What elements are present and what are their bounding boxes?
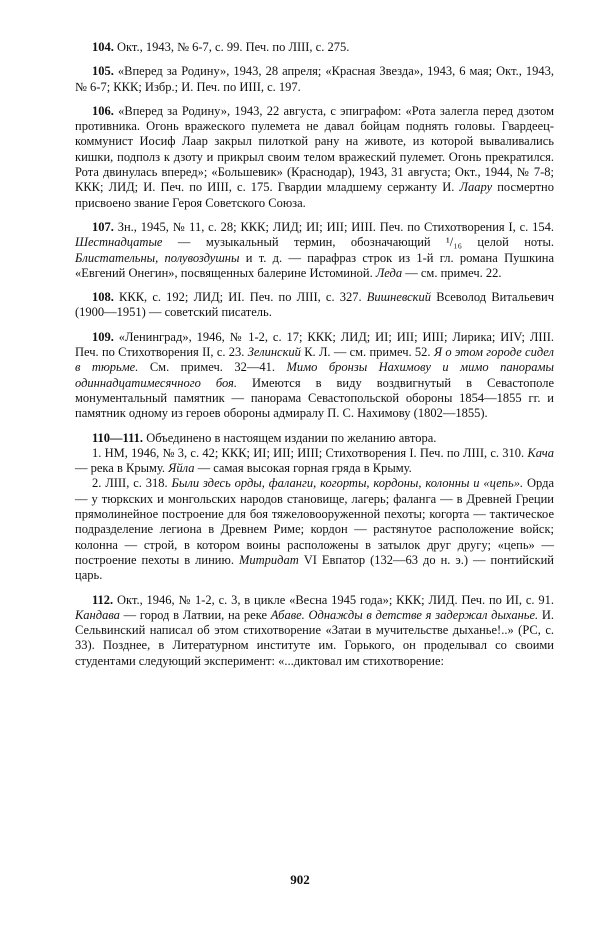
italic-term: Лаару bbox=[459, 180, 493, 195]
note-text: — самая высокая горная гряда в Крыму. bbox=[194, 461, 412, 476]
italic-term: Были здесь орды, фаланги, когорты, кордоны, колонны и «цепь». bbox=[171, 476, 524, 491]
note-110-111-part-1 bbox=[75, 446, 554, 477]
note-110-111-part-2 bbox=[75, 476, 554, 583]
italic-term: Митридат bbox=[238, 552, 299, 567]
note-105 bbox=[75, 64, 554, 95]
italic-term: Яйла bbox=[168, 461, 195, 476]
note-text: Всеволод Витальевич (1900—1951) — советский писатель. bbox=[75, 290, 555, 320]
note-106 bbox=[75, 104, 554, 211]
note-108 bbox=[75, 290, 554, 321]
note-text: «Ленинград», 1946, № 1-2, с. 17; ККК; ЛИД; ИI; ИII; ИIII; Лирика; ИIV; ЛIII. Печ. по Стихотворения II, с. 23. bbox=[75, 329, 554, 360]
note-text: — город в Латвии, на реке bbox=[119, 607, 271, 622]
note-text: Имеются в виду воздвигнутый в Севастополе монументальный памятник — панорама Севастопольской обороны 1854—1855 гг. и памятник одному из героев обороны адмиралу П. С. Нахимову (1802—1855). bbox=[75, 375, 555, 421]
note-text: Окт., 1943, № 6-7, с. 99. Печ. по ЛIII, с. 275. bbox=[113, 40, 350, 54]
document-page bbox=[75, 40, 554, 678]
italic-term: Шестнадцатые bbox=[75, 235, 163, 250]
note-112 bbox=[75, 593, 554, 669]
italic-term: Абаве. Однажды в детстве я задержал дыханье. bbox=[270, 607, 539, 622]
note-text: Орда — у тюркских и монгольских народов становище, лагерь; фаланга — в Древней Греции прямолинейное построение для боя тяжеловооруженной пехоты; когорта — тактическое подразделение легиона в Древнем Риме; кордон — растянутое расположение войск; колонна — строй, в котором воины расположены в затылок друг другу; «цепь» — построение пехоты в линию. bbox=[75, 476, 554, 567]
italic-term: Блистательны, полувоздушны bbox=[75, 250, 240, 265]
page-number: 902 bbox=[290, 872, 310, 887]
note-text: — см. примеч. 22. bbox=[402, 265, 502, 280]
note-text: Объединено в настоящем издании по желанию автора. bbox=[143, 430, 437, 445]
note-text: — река в Крыму. bbox=[75, 461, 169, 476]
note-text: Зн., 1945, № 11, с. 28; ККК; ЛИД; ИI; ИII; ИIII. Печ. по Стихотворения I, с. 154. bbox=[113, 219, 554, 234]
note-number: 110—111. bbox=[92, 430, 144, 445]
italic-term: Мимо бронзы Нахимову и мимо панорамы одиннадцатимесячного боя. bbox=[75, 360, 554, 390]
note-107 bbox=[75, 220, 554, 281]
note-number: 109. bbox=[92, 329, 114, 344]
italic-term: Зелинский bbox=[247, 345, 301, 360]
note-number: 107. bbox=[92, 219, 114, 234]
note-number: 105. bbox=[92, 64, 114, 79]
note-text: 1. НМ, 1946, № 3, с. 42; ККК; ИI; ИII; ИIII; Стихотворения I. Печ. по ЛIII, с. 310. bbox=[92, 445, 528, 460]
italic-term: Кача bbox=[527, 445, 554, 460]
note-110-111-heading bbox=[75, 431, 554, 446]
note-number: 108. bbox=[92, 290, 114, 305]
note-text: К. Л. — см. примеч. 52. bbox=[300, 345, 434, 360]
note-text: И. Сельвинский написал об этом стихотворение «Затаи в мучительстве дыханье!..» (РС, с. 33). Позднее, в Литературном институте им. Горького, он проделывал со своими студентами следующий эксперимент: «...диктовал им стихотворение: bbox=[75, 607, 554, 668]
note-text: посмертно присвоено звание Героя Советского Союза. bbox=[75, 180, 554, 210]
note-text: «Вперед за Родину», 1943, 28 апреля; «Красная Звезда», 1943, 6 мая; Окт., 1943, № 6-7; ККК; Избр.; И. Печ. по ИIII, с. 197. bbox=[75, 64, 554, 94]
italic-term: Леда bbox=[375, 265, 403, 280]
note-number: 104. bbox=[92, 40, 114, 54]
note-text: 2. ЛIII, с. 318. bbox=[92, 476, 172, 491]
note-text: См. примеч. 32—41. bbox=[138, 360, 287, 375]
note-109 bbox=[75, 330, 554, 422]
italic-term: Кандава bbox=[75, 607, 120, 622]
note-104 bbox=[75, 40, 554, 55]
italic-term: Я о этом городе сидел в тюрьме. bbox=[75, 345, 554, 375]
note-number: 106. bbox=[92, 103, 114, 118]
note-text: ККК, с. 192; ЛИД; ИI. Печ. по ЛIII, с. 327. bbox=[113, 290, 367, 305]
note-number: 112. bbox=[92, 592, 114, 607]
note-text: «Вперед за Родину», 1943, 22 августа, с эпиграфом: «Рота залегла перед дзотом противника. Огонь вражеского пулемета не давал бойцам поднять головы. Гвардеец-коммунист Иосиф Лаар закрыл пилоткой рану на животе, из которой вываливались кишки, подполз к дзоту и прикрыл своим телом вражеский пулемет. Огонь прекратился. Рота двинулась вперед»; «Большевик» (Краснодар), 1943, 31 августа; Окт., 1944, № 7-8; ККК; ЛИД; И. Печ. по ИIII, с. 175. Гвардии младшему сержанту И. bbox=[75, 103, 554, 195]
notes-list bbox=[75, 40, 554, 422]
note-text: Окт., 1946, № 1-2, с. 3, в цикле «Весна 1945 года»; ККК; ЛИД. Печ. по ИI, с. 91. bbox=[113, 592, 554, 607]
note-text: VI Евпатор (132—63 до н. э.) — понтийский царь. bbox=[75, 552, 554, 583]
note-text: и т. д. — парафраз строк из 1-й гл. романа Пушкина «Евгений Онегин», посвященных балерине Истоминой. bbox=[75, 250, 554, 280]
italic-term: Вишневский bbox=[366, 290, 432, 305]
note-text: — музыкальный термин, обозначающий ¹/₁₆ целой ноты. bbox=[162, 235, 554, 250]
